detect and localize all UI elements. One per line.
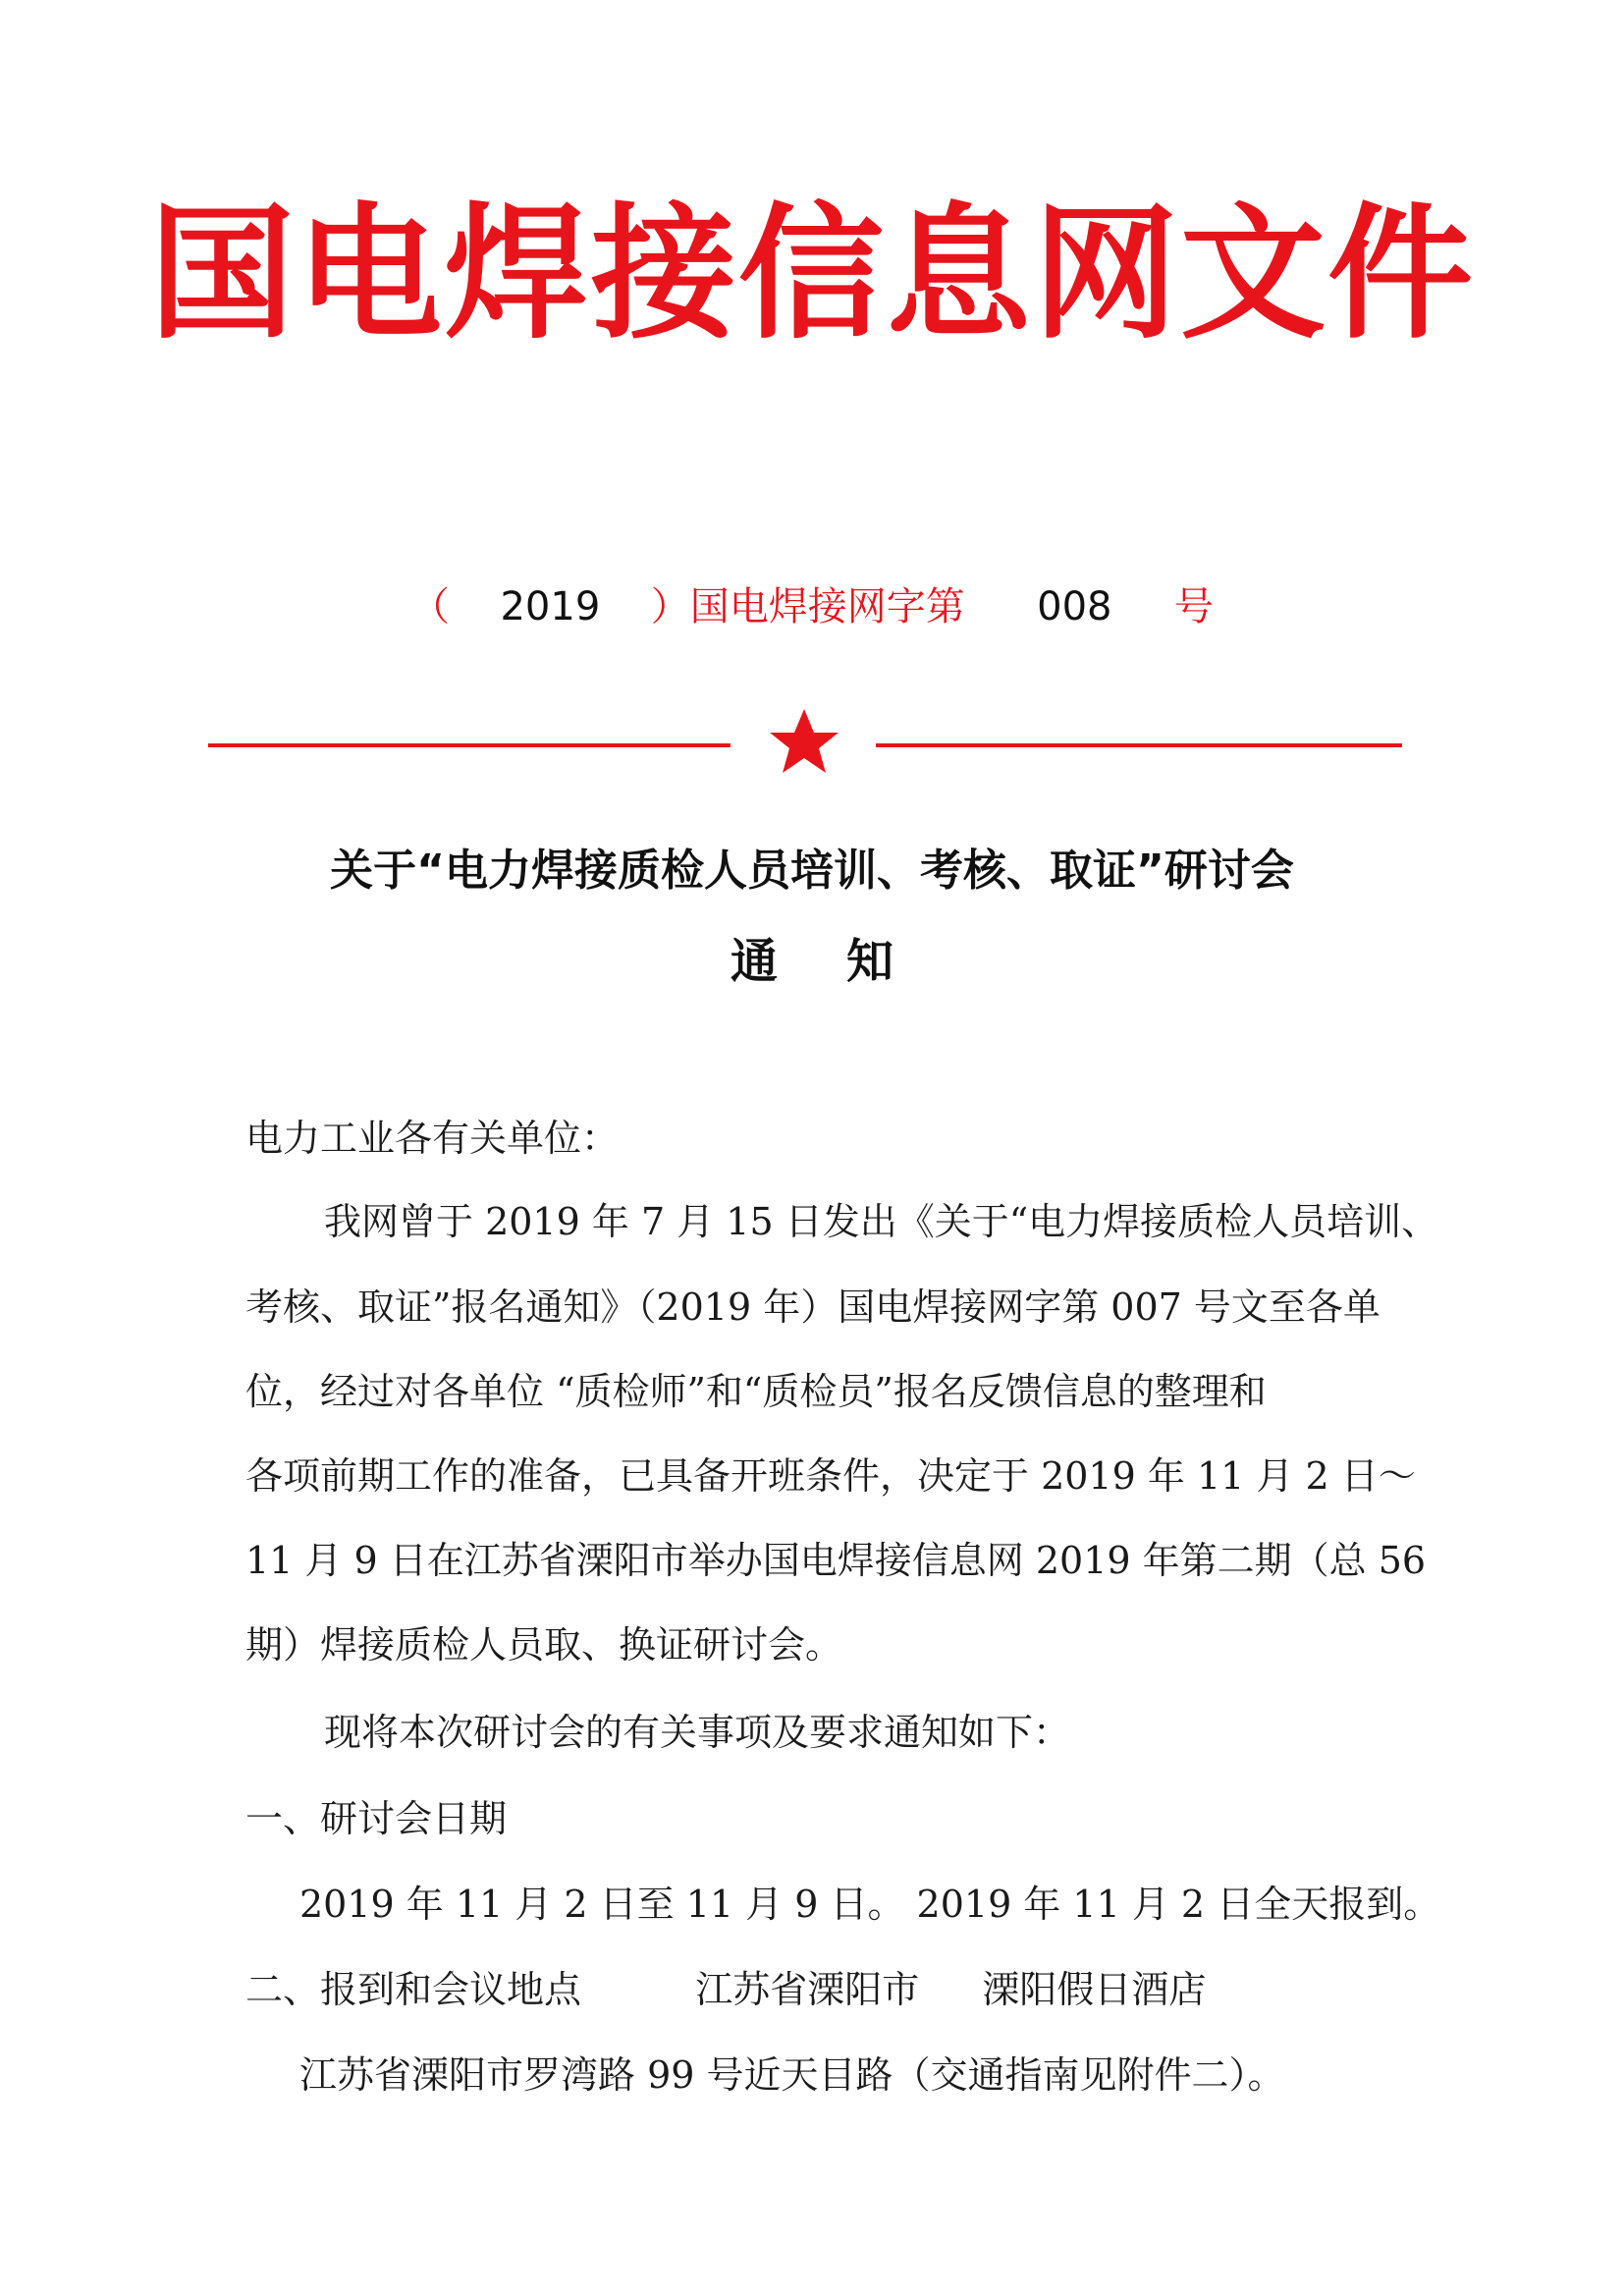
section-2-text: 江苏省溧阳市罗湾路 99 号近天目路（交通指南见附件二）。	[299, 2053, 1285, 2097]
document-number	[0, 584, 1624, 629]
section-2-city: 江苏省溧阳市	[695, 1968, 920, 2011]
divider-rule-left	[208, 743, 731, 747]
doc-number-label: ）国电焊接网字第	[650, 584, 965, 629]
body-line: 我网曾于 2019 年 7 月 15 日发出《关于“电力焊接质检人员培训、	[324, 1200, 1439, 1243]
section-1-text: 2019 年 11 月 2 日至 11 月 9 日。 2019 年 11 月 2 日全天报到。	[299, 1883, 1441, 1926]
notice-title: 关于“电力焊接质检人员培训、考核、取证”研讨会	[330, 846, 1294, 896]
divider-rule-right	[876, 743, 1402, 747]
intro-line: 现将本次研讨会的有关事项及要求通知如下：	[324, 1711, 1071, 1754]
doc-number-open-paren: （	[410, 584, 451, 629]
section-1-heading: 一、研讨会日期	[245, 1797, 508, 1840]
star-icon	[760, 707, 848, 776]
document-header-title: 国电焊接信息网文件	[149, 190, 1475, 358]
notice-subtitle: 通知	[730, 934, 962, 989]
section-2-hotel: 溧阳假日酒店	[982, 1968, 1207, 2011]
doc-number-suffix: 号	[1173, 584, 1214, 629]
header-divider	[208, 707, 1402, 776]
body-line: 11 月 9 日在江苏省溧阳市举办国电焊接信息网 2019 年第二期（总 56	[245, 1539, 1427, 1582]
body-line: 位，经过对各单位 “质检师”和“质检员”报名反馈信息的整理和	[245, 1370, 1267, 1413]
salutation: 电力工业各有关单位：	[245, 1117, 620, 1160]
doc-number-year: 2019	[500, 584, 601, 629]
body-line: 各项前期工作的准备，已具备开班条件，决定于 2019 年 11 月 2 日～	[245, 1454, 1416, 1498]
body-line: 期）焊接质检人员取、换证研讨会。	[245, 1623, 843, 1667]
body-line: 考核、取证”报名通知》（2019 年）国电焊接网字第 007 号文至各单	[245, 1285, 1380, 1329]
doc-number-value: 008	[1037, 584, 1112, 629]
section-2-heading-label: 二、报到和会议地点	[245, 1968, 582, 2011]
section-2-heading	[245, 1968, 1394, 2011]
